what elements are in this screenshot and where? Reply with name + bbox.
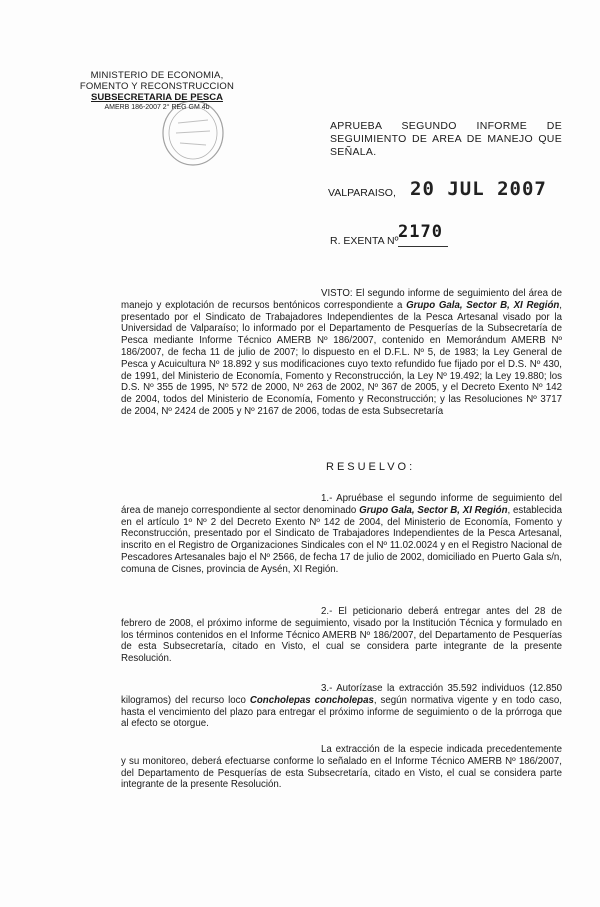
article-1-text-1: 1.- Apruébase el segundo informe de seguimiento del área de manejo correspondiente al sector denominado <box>121 493 562 516</box>
article-3-continuation-text: La extracción de la especie indicada precedentemente y su monitoreo, deberá efectuarse conforme lo señalado en el Informe Técnico AMERB Nº 186/2007, del Departamento de Pesquerías de esta Subsecretaría, citado en Visto, el cual se considera parte integrante de la presente Resolución. <box>121 744 562 791</box>
ministry-line-1: MINISTERIO DE ECONOMIA, <box>90 70 224 81</box>
article-3-continuation <box>121 744 562 791</box>
visto-text-2: , presentado por el Sindicato de Trabajadores Independientes de la Pesca Artesanal visado por la Universidad de Valparaíso; lo informado por el Departamento de Pesquerías de la Subsecretaría de Pesca mediante Informe Técnico AMERB Nº 186/2007, contenido en Memorándum AMERB Nº 186/2007, de fecha 11 de julio de 2007; lo dispuesto en el D.F.L. Nº 5, de 1983; la Ley General de Pesca y Acuicultura Nº 18.892 y sus modificaciones cuyo texto refundido fue fijado por el D.S. Nº 430, de 1991, del Ministerio de Economía, Fomento y Reconstrucción, la Ley Nº 19.492; la Ley 19.880; los D.S. Nº 355 de 1995, Nº 572 de 2000, Nº 263 de 2002, Nº 367 de 2005, y el Decreto Exento Nº 142 de 2004, todos del Ministerio de Economía, Fomento y Reconstrucción; y las Resoluciones Nº 3717 de 2004, Nº 2424 de 2005 y Nº 2167 de 2006, todas de esta Subsecretaría <box>121 299 562 417</box>
visto-text-1: El segundo informe de seguimiento del área de manejo y explotación de recursos bentónicos correspondiente a <box>121 288 562 311</box>
visto-paragraph <box>121 288 562 418</box>
article-2 <box>121 606 562 665</box>
official-seal-stamp <box>158 98 228 168</box>
article-3 <box>121 683 562 730</box>
ministry-line-2: FOMENTO Y RECONSTRUCCION <box>79 81 235 92</box>
exenta-label: R. EXENTA Nº <box>330 235 399 247</box>
date-stamp: 20 JUL 2007 <box>410 178 547 200</box>
visto-area-name: Grupo Gala, Sector B, XI Región <box>406 299 560 311</box>
place-label: VALPARAISO, <box>328 187 396 199</box>
article-3-text-1: 3.- Autorízase la extracción 35.592 individuos (12.850 kilogramos) del recurso loco <box>121 683 562 706</box>
article-2-text: 2.- El peticionario deberá entregar antes del 28 de febrero de 2008, el próximo informe de seguimiento, visado por la Institución Técnica y formulado en los términos contenidos en el Informe Técnico AMERB Nº 186/2007, del Departamento de Pesquerías de esta Subsecretaría, citado en Visto, el cual se considera parte integrante de la presente Resolución. <box>121 606 562 665</box>
species-name: Concholepas concholepas <box>249 694 374 706</box>
exenta-number: 2170 <box>398 222 443 242</box>
subsecretaria-line: SUBSECRETARIA DE PESCA <box>91 92 223 103</box>
article-1 <box>121 493 562 576</box>
article-3-text-2: , según normativa vigente y en todo caso, hasta el vencimiento del plazo para entregar el próximo informe de seguimiento o de la prórroga que al efecto se otorgue. <box>121 694 562 730</box>
reference-code: AMERB 186-2007 2° REG GM 4b <box>104 104 210 111</box>
resuelvo-heading: RESUELVO: <box>326 461 416 473</box>
visto-lead: VISTO: <box>321 288 353 299</box>
resolution-subject: APRUEBA SEGUNDO INFORME DE SEGUIMIENTO DE AREA DE MANEJO QUE SEÑALA. <box>330 120 562 158</box>
article-1-area-name: Grupo Gala, Sector B, XI Región <box>359 504 508 516</box>
exenta-underline <box>398 246 448 247</box>
article-1-text-2: , establecida en el artículo 1º Nº 2 del Decreto Exento Nº 142 de 2004, del Ministerio de Economía, Fomento y Reconstrucción, presentado por el Sindicato de Trabajadores Independientes de la Pesca Artesanal, inscrito en el Registro de Organizaciones Sindicales con el Nº 11.02.0024 y en el Registro Nacional de Pescadores Artesanales bajo el Nº 2566, de fecha 17 de julio de 2002, domiciliado en Puerto Gala s/n, comuna de Cisnes, provincia de Aysén, XI Región. <box>121 504 562 575</box>
